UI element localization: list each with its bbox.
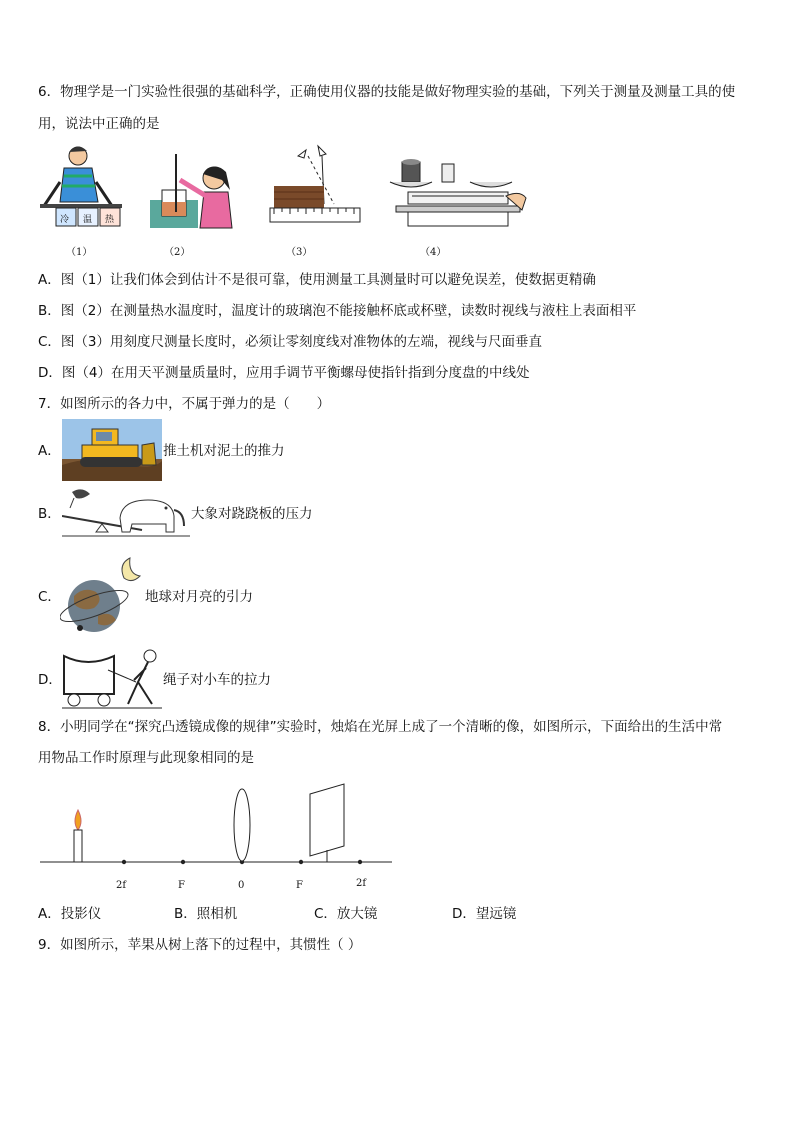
q8-option-d: D．望远镜 [452,906,517,922]
q6-fig-label-1: （1） [66,247,93,258]
q6-stem-line2: 用，说法中正确的是 [38,116,160,132]
q8-stem-line2: 用物品工作时原理与此现象相同的是 [38,750,254,766]
q7-option-a-text: 推土机对泥土的推力 [163,443,285,459]
q6-figure-1 [38,142,124,234]
q7-option-a-letter: A． [38,443,61,459]
cup-label-hot: 热 [105,215,115,225]
axis-label-2f-right: 2f [356,878,367,889]
q7-option-d-text: 绳子对小车的拉力 [163,672,271,688]
axis-label-2f-left: 2f [116,880,127,891]
q7-option-d-letter: D． [38,672,62,688]
q6-option-c: C．图（3）用刻度尺测量长度时，必须让零刻度线对准物体的左端，视线与尺面垂直 [38,334,543,350]
cart-rope-image [62,648,162,710]
q7-option-c-text: 地球对月亮的引力 [145,589,253,605]
q6-fig-label-2: （2） [164,247,191,258]
bulldozer-image [62,419,162,481]
q6-fig-label-4: （4） [420,247,447,258]
q7-option-b-text: 大象对跷跷板的压力 [191,506,313,522]
q8-option-b: B．照相机 [174,906,238,922]
elephant-seesaw-image [62,486,190,540]
q6-option-d: D．图（4）在用天平测量质量时，应用手调节平衡螺母使指针指到分度盘的中线处 [38,365,530,381]
q6-option-b: B．图（2）在测量热水温度时，温度计的玻璃泡不能接触杯底或杯壁，读数时视线与液柱上表面相平 [38,303,637,319]
cup-label-cold: 冷 [60,215,70,225]
q6-fig-label-3: （3） [286,247,313,258]
axis-label-origin: 0 [238,880,245,891]
axis-label-f-left: F [178,880,185,891]
q9-stem: 9．如图所示，苹果从树上落下的过程中，其惯性（ ） [38,937,362,953]
q7-stem: 7．如图所示的各力中，不属于弹力的是（ ） [38,396,331,412]
q6-figure-3 [268,142,362,228]
earth-moon-image [60,556,144,636]
q6-stem-line1: 6．物理学是一门实验性很强的基础科学，正确使用仪器的技能是做好物理实验的基础，下列关于测量及测量工具的使 [38,84,736,100]
q6-option-a: A．图（1）让我们体会到估计不是很可靠，使用测量工具测量时可以避免误差，使数据更精确 [38,272,596,288]
cup-label-warm: 温 [83,215,93,225]
q7-option-b-letter: B． [38,506,61,522]
q6-figure-2 [148,150,240,232]
q6-figure-4 [388,152,528,230]
q8-stem-line1: 8．小明同学在“探究凸透镜成像的规律”实验时，烛焰在光屏上成了一个清晰的像，如图所示，下面给出的生活中常 [38,719,723,735]
optical-bench-diagram [38,780,398,872]
q8-option-a: A．投影仪 [38,906,102,922]
q7-option-c-letter: C． [38,589,61,605]
q8-option-c: C．放大镜 [314,906,378,922]
axis-label-f-right: F [296,880,303,891]
